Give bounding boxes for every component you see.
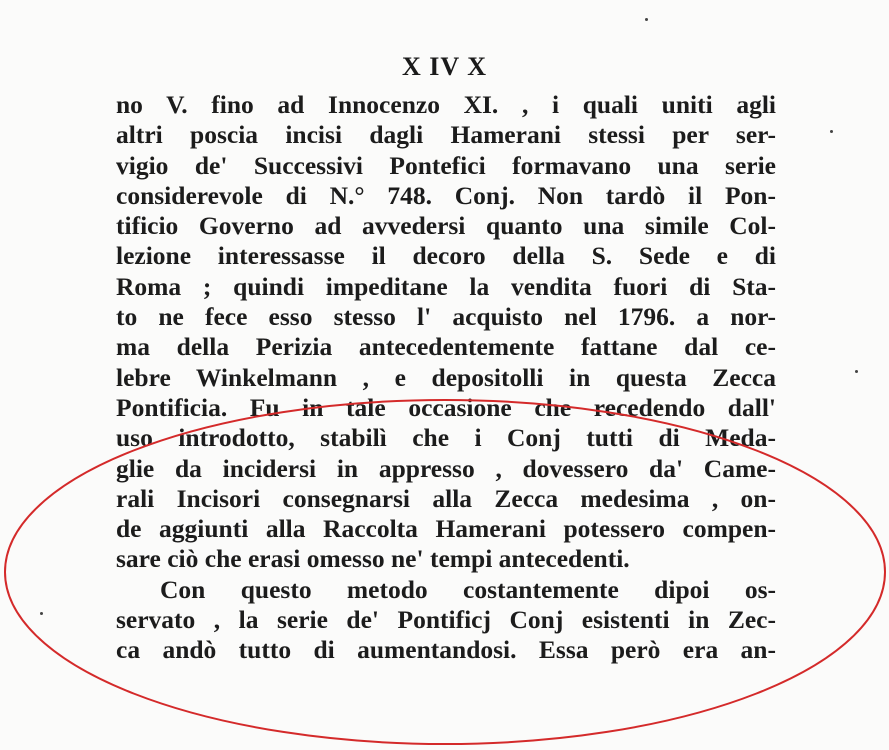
scan-speck xyxy=(645,18,648,21)
text-line: Roma ; quindi impeditane la vendita fuori di Sta- xyxy=(116,271,776,301)
text-line: considerevole di N.° 748. Conj. Non tardò il Pon- xyxy=(116,180,776,210)
scan-speck xyxy=(855,370,858,373)
page-number-header: X IV X xyxy=(402,52,487,81)
text-line: lezione interessasse il decoro della S. Sede e di xyxy=(116,241,776,271)
text-line: vigio de' Successivi Pontefici formavano una serie xyxy=(116,150,776,180)
text-line: Con questo metodo costantemente dipoi os- xyxy=(160,574,776,604)
text-line: ma della Perizia antecedentemente fattane dal ce- xyxy=(116,332,776,362)
text-line: to ne fece esso stesso l' acquisto nel 1796. a nor- xyxy=(116,302,776,332)
text-line: uso introdotto, stabilì che i Conj tutti di Meda- xyxy=(116,423,776,453)
text-line: ca andò tutto di aumentandosi. Essa però era an- xyxy=(116,635,776,665)
text-line: rali Incisori consegnarsi alla Zecca medesima , on- xyxy=(116,483,776,513)
scan-speck xyxy=(40,612,43,615)
text-line: de aggiunti alla Raccolta Hamerani potessero compen- xyxy=(116,514,776,544)
text-line: altri poscia incisi dagli Hamerani stessi per ser- xyxy=(116,120,776,150)
text-line: tificio Governo ad avvedersi quanto una simile Col- xyxy=(116,211,776,241)
text-line: sare ciò che erasi omesso ne' tempi antecedenti. xyxy=(116,544,630,574)
text-line: servato , la serie de' Pontificj Conj esistenti in Zec- xyxy=(116,605,776,635)
text-line: Pontificia. Fu in tale occasione che recedendo dall' xyxy=(116,392,776,422)
body-text xyxy=(116,90,776,666)
text-line: glie da incidersi in appresso , dovessero da' Came- xyxy=(116,453,776,483)
scan-speck xyxy=(830,130,833,133)
text-line: no V. fino ad Innocenzo XI. , i quali uniti agli xyxy=(116,90,776,119)
text-line: lebre Winkelmann , e depositolli in questa Zecca xyxy=(116,362,776,392)
